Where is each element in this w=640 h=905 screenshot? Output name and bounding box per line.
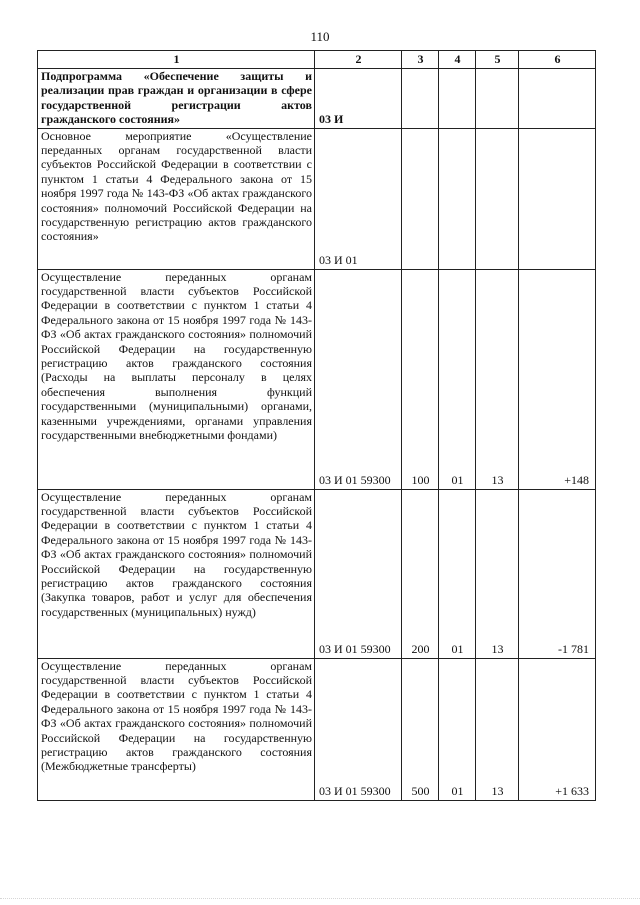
row-code: 03 И 01: [315, 128, 402, 269]
row-code: 03 И 01 59300: [315, 489, 402, 658]
table-header-row: [38, 51, 596, 69]
column-header: 2: [315, 51, 402, 69]
row-col6: [519, 128, 596, 269]
row-col5: 13: [476, 269, 519, 489]
row-col3: 100: [402, 269, 439, 489]
row-name: Осуществление переданных органам государственной власти субъектов Российской Федерации в соответствии с пунктом 1 статьи 4 Федерального закона от 15 ноября 1997 года № 143-ФЗ «Об актах гражданского состояния» полномочий Российской Федерации на государственную регистрацию актов гражданского состояния (Закупка товаров, работ и услуг для обеспечения государственных (муниципальных) нужд): [38, 489, 315, 658]
row-col6: +1 633: [519, 658, 596, 800]
row-col5: 13: [476, 489, 519, 658]
row-col3: 500: [402, 658, 439, 800]
row-name: Осуществление переданных органам государственной власти субъектов Российской Федерации в соответствии с пунктом 1 статьи 4 Федерального закона от 15 ноября 1997 года № 143-ФЗ «Об актах гражданского состояния» полномочий Российской Федерации на государственную регистрацию актов гражданского состояния (Межбюджетные трансферты): [38, 658, 315, 800]
budget-table: [37, 50, 596, 801]
column-header: 1: [38, 51, 315, 69]
row-col4: 01: [439, 269, 476, 489]
column-header: 4: [439, 51, 476, 69]
row-col5: 13: [476, 658, 519, 800]
table-row: [38, 658, 596, 800]
row-col3: [402, 69, 439, 129]
row-col5: [476, 69, 519, 129]
row-col6: +148: [519, 269, 596, 489]
row-name: Осуществление переданных органам государственной власти субъектов Российской Федерации в соответствии с пунктом 1 статьи 4 Федерального закона от 15 ноября 1997 года № 143-ФЗ «Об актах гражданского состояния» полномочий Российской Федерации на государственную регистрацию актов гражданского состояния (Расходы на выплаты персоналу в целях обеспечения выполнения функций государственными (муниципальными) органами, казенными учреждениями, органами управления государственными внебюджетными фондами): [38, 269, 315, 489]
row-col4: [439, 69, 476, 129]
row-col4: 01: [439, 489, 476, 658]
row-col6: [519, 69, 596, 129]
scan-edge: [0, 898, 640, 905]
row-code: 03 И: [315, 69, 402, 129]
row-col5: [476, 128, 519, 269]
row-name: Основное мероприятие «Осуществление переданных органам государственной власти субъектов Российской Федерации в соответствии с пунктом 1 статьи 4 Федерального закона от 15 ноября 1997 года № 143-ФЗ «Об актах гражданского состояния» полномочий Российской Федерации на государственную регистрацию актов гражданского состояния»: [38, 128, 315, 269]
row-name: Подпрограмма «Обеспечение защиты и реализации прав граждан и организации в сфере государственной регистрации актов гражданского состояния»: [38, 69, 315, 129]
column-header: 6: [519, 51, 596, 69]
row-col4: [439, 128, 476, 269]
table-row: [38, 128, 596, 269]
column-header: 3: [402, 51, 439, 69]
column-header: 5: [476, 51, 519, 69]
row-code: 03 И 01 59300: [315, 269, 402, 489]
row-code: 03 И 01 59300: [315, 658, 402, 800]
table-row: [38, 269, 596, 489]
row-col6: -1 781: [519, 489, 596, 658]
row-col4: 01: [439, 658, 476, 800]
row-col3: [402, 128, 439, 269]
table-row: [38, 489, 596, 658]
table-row: [38, 69, 596, 129]
page-number: 110: [310, 29, 330, 44]
row-col3: 200: [402, 489, 439, 658]
